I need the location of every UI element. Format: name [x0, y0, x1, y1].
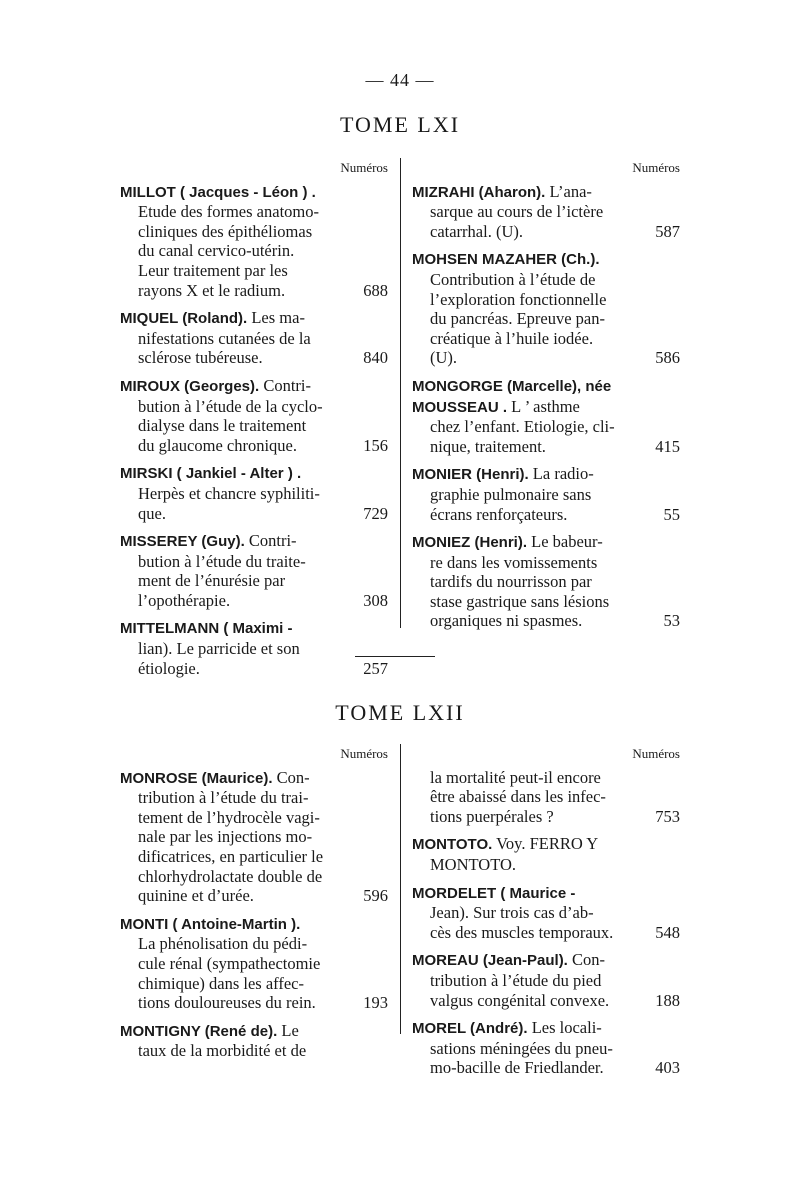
entry-name-line — [412, 950, 680, 971]
entry-number: 53 — [663, 611, 680, 631]
entry-number: 596 — [363, 886, 388, 906]
entry-text-line — [412, 572, 680, 592]
title-start: L’ana- — [549, 181, 592, 201]
entry-text: quinine et d’urée. — [138, 886, 254, 906]
entry-text: du pancréas. Epreuve pan- — [430, 309, 605, 329]
title-start: Les locali- — [531, 1018, 602, 1038]
entry-text: nale par les injections mo- — [138, 827, 313, 847]
entry-number: 55 — [663, 504, 680, 524]
entry-text-line — [412, 807, 680, 827]
entry-heading — [120, 182, 316, 203]
entry-heading — [120, 531, 297, 552]
entry-heading — [412, 883, 575, 904]
entry-text-line — [120, 202, 388, 222]
entry-text-line — [412, 991, 680, 1011]
author-name: MIRSKI ( Jankiel - Alter ) . — [120, 465, 302, 483]
entry-text: (U). — [430, 348, 458, 368]
author-name: MORDELET ( Maurice - — [412, 884, 576, 902]
entry-text: dialyse dans le traitement — [138, 416, 307, 436]
entry-text-line — [412, 222, 680, 242]
entry-heading — [412, 950, 605, 971]
numeros-header: Numéros — [632, 746, 680, 761]
entry-text-line — [412, 923, 680, 943]
index-column-left — [120, 158, 388, 686]
entry-text-line — [120, 639, 388, 659]
entry-text-line — [120, 222, 388, 242]
entry-text: MONTOTO. — [430, 854, 517, 874]
author-name: MIZRAHI (Aharon). — [412, 183, 546, 201]
page-number: — 44 — — [365, 70, 435, 90]
entry-text: sclérose tubéreuse. — [138, 348, 263, 368]
entry-text-line — [120, 954, 388, 974]
entry-text: du glaucome chronique. — [138, 435, 297, 455]
entry-text: chimique) dans les affec- — [138, 973, 304, 993]
index-entry — [120, 531, 388, 610]
entry-text: l’exploration fonctionnelle — [430, 289, 607, 309]
entry-number: 308 — [363, 590, 388, 610]
index-entry — [412, 883, 680, 943]
entry-text-line — [120, 484, 388, 504]
index-entry — [412, 532, 680, 631]
entry-text: sarque au cours de l’ictère — [430, 202, 604, 222]
index-entry — [412, 376, 680, 456]
entry-text-line — [412, 290, 680, 310]
entry-name-line — [120, 308, 388, 329]
entry-text: nique, traitement. — [430, 436, 546, 456]
entry-text-line — [120, 397, 388, 417]
entry-text-line — [120, 659, 388, 679]
entry-text: valgus congénital convexe. — [430, 990, 610, 1010]
entry-text: être abaissé dans les infec- — [430, 787, 606, 807]
entry-number: 587 — [655, 221, 680, 241]
entry-text: Leur traitement par les — [138, 260, 288, 280]
entry-text-line — [120, 974, 388, 994]
entry-heading — [412, 182, 592, 203]
tome-title: TOME LXII — [335, 700, 465, 725]
entry-name-line — [120, 618, 388, 639]
author-name: MOUSSEAU . — [412, 398, 508, 416]
entry-text: bution à l’étude de la cyclo- — [138, 396, 323, 416]
entry-heading — [412, 376, 611, 397]
entry-text: tardifs du nourrisson par — [430, 572, 592, 592]
index-entry — [120, 914, 388, 1013]
entry-text-line — [412, 270, 680, 290]
title-start: Le babeur- — [531, 532, 603, 552]
entry-name-line — [120, 182, 388, 203]
entry-text-line — [412, 329, 680, 349]
entry-name-line — [412, 1018, 680, 1039]
entry-heading — [412, 532, 603, 553]
index-entry — [120, 768, 388, 906]
index-entry — [412, 768, 680, 827]
entry-text: que. — [138, 503, 166, 523]
author-name: MOREAU (Jean-Paul). — [412, 952, 568, 970]
entry-text-line — [120, 504, 388, 524]
section-separator — [355, 656, 435, 657]
entry-text-line — [120, 993, 388, 1013]
entry-heading — [412, 464, 594, 485]
entry-number: 729 — [363, 503, 388, 523]
entry-text: créatique à l’huile iodée. — [430, 328, 594, 348]
author-name: MONGORGE (Marcelle), née — [412, 377, 612, 395]
entry-text-line — [412, 485, 680, 505]
author-name: MILLOT ( Jacques - Léon ) . — [120, 183, 316, 201]
entry-text: du canal cervico-utérin. — [138, 241, 295, 261]
entry-name-line — [120, 531, 388, 552]
entry-text-line — [120, 867, 388, 887]
entry-text: tions douloureuses du rein. — [138, 993, 316, 1013]
entry-text-line — [412, 768, 680, 788]
entry-heading — [120, 914, 300, 935]
entry-text-line — [120, 329, 388, 349]
entry-name-line — [412, 883, 680, 904]
entry-name-line — [412, 249, 680, 270]
numeros-header: Numéros — [632, 160, 680, 175]
entry-text: graphie pulmonaire sans — [430, 484, 592, 504]
index-entry — [120, 463, 388, 523]
index-column-right — [412, 158, 680, 639]
entry-text-line — [412, 611, 680, 631]
entry-text-line — [412, 971, 680, 991]
entry-number: 586 — [655, 348, 680, 368]
entry-heading — [412, 249, 600, 270]
title-start: L ’ asthme — [511, 396, 580, 416]
entry-text: Contribution à l’étude de — [430, 269, 596, 289]
entry-text-line — [120, 261, 388, 281]
index-column-left — [120, 744, 388, 1069]
entry-text: dificatrices, en particulier le — [138, 846, 324, 866]
entry-heading — [120, 463, 301, 484]
author-name: MONTIGNY (René de). — [120, 1022, 278, 1040]
entry-text: tement de l’hydrocèle vagi- — [138, 807, 320, 827]
entry-number: 156 — [363, 435, 388, 455]
entry-text: cès des muscles temporaux. — [430, 922, 614, 942]
entry-text: écrans renforçateurs. — [430, 504, 568, 524]
entry-text-line — [120, 348, 388, 368]
entry-text: l’opothérapie. — [138, 590, 231, 610]
entry-text-line — [120, 591, 388, 611]
entry-number: 688 — [363, 280, 388, 300]
author-name: MISSEREY (Guy). — [120, 533, 245, 551]
entry-text-line — [120, 788, 388, 808]
numeros-header: Numéros — [340, 160, 388, 175]
entry-text-line — [412, 553, 680, 573]
entry-name-line — [412, 182, 680, 203]
entry-text: ment de l’énurésie par — [138, 571, 286, 591]
entry-text-line — [412, 417, 680, 437]
index-entry — [120, 308, 388, 368]
entry-name-line — [412, 376, 680, 397]
entry-name-line — [412, 532, 680, 553]
author-name: MONTI ( Antoine-Martin ). — [120, 915, 301, 933]
entry-heading — [120, 1021, 299, 1042]
entry-heading — [120, 308, 305, 329]
entry-name-line — [412, 464, 680, 485]
entry-number: 753 — [655, 806, 680, 826]
author-name: MOHSEN MAZAHER (Ch.). — [412, 251, 600, 269]
author-name: MONIEZ (Henri). — [412, 534, 527, 552]
author-name: MONROSE (Maurice). — [120, 769, 273, 787]
entry-heading — [412, 397, 580, 418]
title-start: Con- — [571, 950, 605, 970]
entry-text-line — [412, 1039, 680, 1059]
entry-text-line — [412, 855, 680, 875]
title-start: Le — [281, 1020, 299, 1040]
entry-text: cliniques des épithéliomas — [138, 221, 313, 241]
entry-text-line — [120, 416, 388, 436]
entry-text: tribution à l’étude du pied — [430, 970, 602, 990]
entry-text-line — [412, 202, 680, 222]
entry-text: La phénolisation du pédi- — [138, 934, 308, 954]
index-entry — [412, 950, 680, 1010]
entry-text: rayons X et le radium. — [138, 280, 286, 300]
entry-text-line — [120, 827, 388, 847]
entry-text-line — [412, 437, 680, 457]
entry-name-line — [412, 397, 680, 418]
entry-text: Etude des formes anatomo- — [138, 202, 319, 222]
entry-text-line — [412, 1058, 680, 1078]
entry-text-line — [412, 592, 680, 612]
index-entry — [120, 1021, 388, 1061]
author-name: MIROUX (Georges). — [120, 377, 260, 395]
entry-text-line — [412, 903, 680, 923]
title-start: Con- — [276, 767, 310, 787]
index-entry — [412, 1018, 680, 1078]
title-start: La radio- — [532, 464, 594, 484]
entry-number: 840 — [363, 348, 388, 368]
entry-text: chlorhydrolactate double de — [138, 866, 323, 886]
entry-number: 403 — [655, 1058, 680, 1078]
author-name: MOREL (André). — [412, 1020, 528, 1038]
author-name: MITTELMANN ( Maximi - — [120, 620, 293, 638]
entry-text-line — [120, 808, 388, 828]
entry-heading — [120, 768, 310, 789]
entry-text: la mortalité peut-il encore — [430, 767, 601, 787]
column-divider — [400, 744, 401, 1034]
entry-text-line — [120, 847, 388, 867]
entry-text-line — [120, 436, 388, 456]
entry-name-line — [120, 914, 388, 935]
entry-text: étiologie. — [138, 658, 200, 678]
entry-text-line — [412, 787, 680, 807]
title-start: Les ma- — [251, 308, 305, 328]
title-start: Contri- — [263, 375, 311, 395]
entry-text: cule rénal (sympathectomie — [138, 953, 321, 973]
entry-text-line — [120, 281, 388, 301]
numeros-header: Numéros — [340, 746, 388, 761]
entry-heading — [412, 834, 598, 855]
entry-text-line — [120, 1041, 388, 1061]
index-entry — [412, 182, 680, 242]
author-name: MONTOTO. — [412, 836, 493, 854]
entry-text: Jean). Sur trois cas d’ab- — [430, 903, 594, 923]
entry-number: 257 — [363, 658, 388, 678]
index-entry — [412, 834, 680, 874]
entry-text: sations méningées du pneu- — [430, 1038, 613, 1058]
entry-heading — [412, 1018, 602, 1039]
title-start: Contri- — [248, 531, 297, 551]
entry-text-line — [412, 505, 680, 525]
entry-text: re dans les vomissements — [430, 552, 598, 572]
index-entry — [120, 182, 388, 301]
entry-text: catarrhal. (U). — [430, 221, 523, 241]
title-start: Voy. FERRO Y — [496, 834, 599, 854]
entry-text: stase gastrique sans lésions — [430, 591, 610, 611]
entry-text: organiques ni spasmes. — [430, 611, 583, 631]
entry-text: nifestations cutanées de la — [138, 328, 311, 348]
entry-text: mo-bacille de Friedlander. — [430, 1058, 604, 1078]
entry-heading — [120, 618, 293, 639]
tome-title: TOME LXI — [339, 112, 461, 137]
index-entry — [120, 376, 388, 455]
entry-text: Herpès et chancre syphiliti- — [138, 483, 320, 503]
entry-text: tribution à l’étude du trai- — [138, 788, 309, 808]
index-entry — [412, 464, 680, 524]
column-divider — [400, 158, 401, 628]
entry-name-line — [120, 376, 388, 397]
entry-number: 193 — [363, 993, 388, 1013]
entry-number: 188 — [655, 990, 680, 1010]
index-entry — [412, 249, 680, 368]
entry-text: taux de la morbidité et de — [138, 1041, 307, 1061]
entry-text: bution à l’étude du traite- — [138, 551, 306, 571]
entry-number: 548 — [655, 922, 680, 942]
entry-text: lian). Le parricide et son — [138, 639, 300, 659]
entry-heading — [120, 376, 311, 397]
entry-name-line — [412, 834, 680, 855]
entry-name-line — [120, 1021, 388, 1042]
entry-name-line — [120, 463, 388, 484]
index-column-right — [412, 744, 680, 1086]
entry-text-line — [412, 309, 680, 329]
entry-text-line — [120, 241, 388, 261]
entry-text-line — [120, 886, 388, 906]
author-name: MONIER (Henri). — [412, 466, 529, 484]
entry-text-line — [412, 348, 680, 368]
entry-text-line — [120, 934, 388, 954]
entry-text-line — [120, 571, 388, 591]
entry-name-line — [120, 768, 388, 789]
entry-text-line — [120, 552, 388, 572]
entry-text: chez l’enfant. Etiologie, cli- — [430, 417, 615, 437]
index-entry — [120, 618, 388, 678]
author-name: MIQUEL (Roland). — [120, 310, 248, 328]
entry-text: tions puerpérales ? — [430, 806, 554, 826]
entry-number: 415 — [655, 436, 680, 456]
